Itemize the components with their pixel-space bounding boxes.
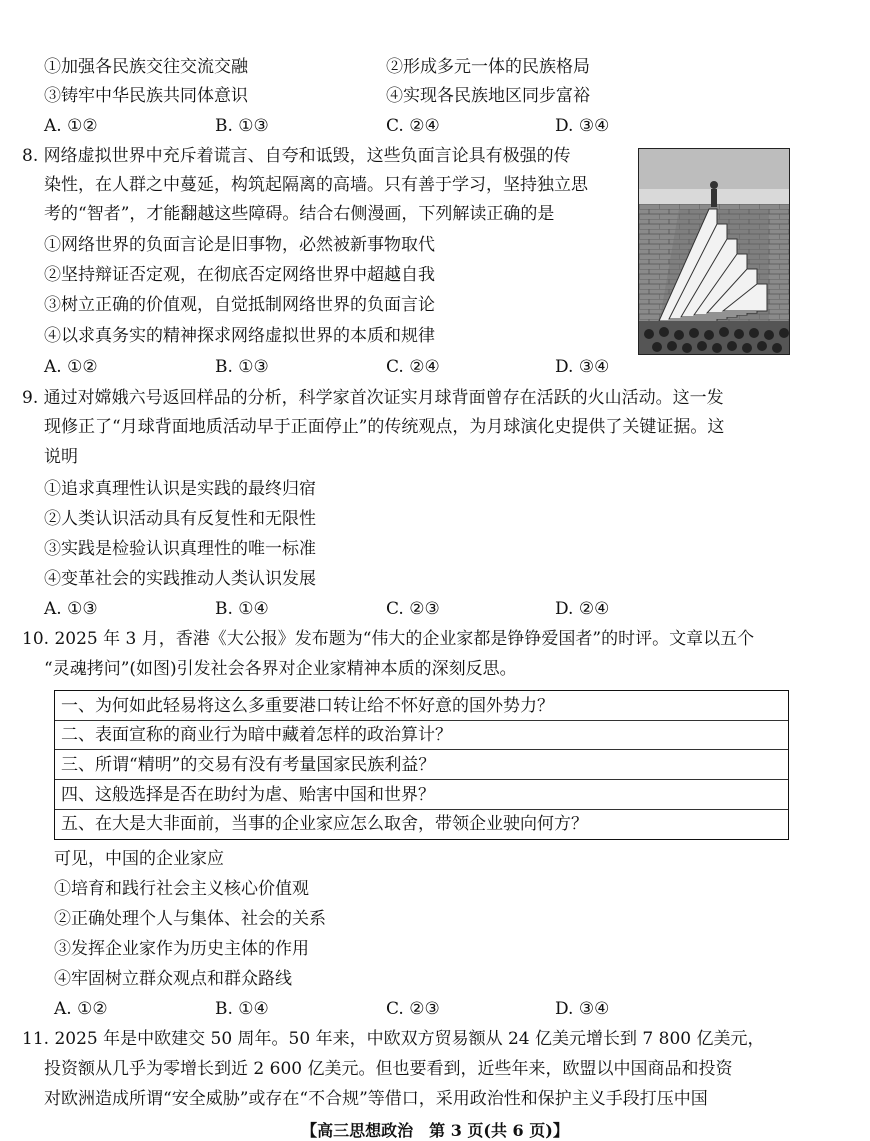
soul-question-5: 五、在大是大非面前，当事的企业家应怎么取舍，带领企业驶向何方？ [61, 814, 588, 834]
q10-choice-b: B. ①④ [215, 999, 269, 1019]
soul-question-2: 二、表面宣称的商业行为暗中藏着怎样的政治算计？ [61, 725, 452, 745]
q7-option-2: ②形成多元一体的民族格局 [386, 57, 590, 77]
q10-question-stem: 可见，中国的企业家应 [54, 849, 224, 869]
q10-option-3: ③发挥企业家作为历史主体的作用 [54, 939, 309, 959]
q8-choice-d: D. ③④ [555, 357, 610, 377]
q8-stem-line-3: 考的“智者”，才能翻越这些障碍。结合右侧漫画，下列解读正确的是 [44, 204, 555, 224]
q7-option-3: ③铸牢中华民族共同体意识 [44, 86, 248, 106]
q10-choice-d: D. ③④ [555, 999, 610, 1019]
box-divider [55, 779, 788, 780]
q9-choice-d: D. ②④ [555, 599, 610, 619]
q7-choice-d: D. ③④ [555, 116, 610, 136]
q10-stem-line-2: “灵魂拷问”(如图)引发社会各界对企业家精神本质的深刻反思。 [44, 659, 517, 679]
q7-option-4: ④实现各民族地区同步富裕 [386, 86, 590, 106]
q9-stem-line-3: 说明 [44, 447, 78, 467]
q10-choice-a: A. ①② [54, 999, 108, 1019]
soul-question-4: 四、这般选择是否在助纣为虐、贻害中国和世界？ [61, 785, 435, 805]
q9-choice-a: A. ①③ [44, 599, 98, 619]
q9-stem-line-1: 9. 通过对嫦娥六号返回样品的分析，科学家首次证实月球背面曾存在活跃的火山活动。这一发 [22, 388, 724, 408]
soul-questions-box [54, 690, 789, 840]
q8-choice-a: A. ①② [44, 357, 98, 377]
cartoon-illustration [638, 148, 790, 355]
q11-stem-line-3: 对欧洲造成所谓“安全威胁”或存在“不合规”等借口，采用政治性和保护主义手段打压中国 [44, 1089, 708, 1109]
q8-choice-c: C. ②④ [386, 357, 440, 377]
q9-choice-c: C. ②③ [386, 599, 440, 619]
q8-option-2: ②坚持辩证否定观，在彻底否定网络世界中超越自我 [44, 265, 435, 285]
soul-question-1: 一、为何如此轻易将这么多重要港口转让给不怀好意的国外势力？ [61, 696, 554, 716]
q9-choice-b: B. ①④ [215, 599, 269, 619]
q8-option-4: ④以求真务实的精神探求网络虚拟世界的本质和规律 [44, 326, 435, 346]
q10-option-4: ④牢固树立群众观点和群众路线 [54, 969, 292, 989]
soul-question-3: 三、所谓“精明”的交易有没有考量国家民族利益？ [61, 755, 436, 775]
q11-stem-line-1: 11. 2025 年是中欧建交 50 周年。50 年来，中欧双方贸易额从 24 亿美元增长到 7 800 亿美元， [22, 1029, 765, 1049]
q9-option-3: ③实践是检验认识真理性的唯一标准 [44, 539, 316, 559]
q8-option-1: ①网络世界的负面言论是旧事物，必然被新事物取代 [44, 235, 435, 255]
q9-option-1: ①追求真理性认识是实践的最终归宿 [44, 479, 316, 499]
q9-stem-line-2: 现修正了“月球背面地质活动早于正面停止”的传统观点，为月球演化史提供了关键证据。这 [44, 417, 725, 437]
box-divider [55, 749, 788, 750]
page-footer: 【高三思想政治 第 3 页(共 6 页)】 [301, 1121, 569, 1140]
q10-option-1: ①培育和践行社会主义核心价值观 [54, 879, 309, 899]
q7-choice-b: B. ①③ [215, 116, 269, 136]
q8-stem-line-1: 8. 网络虚拟世界中充斥着谎言、自夸和诋毁，这些负面言论具有极强的传 [22, 146, 571, 166]
q10-option-2: ②正确处理个人与集体、社会的关系 [54, 909, 326, 929]
q9-option-4: ④变革社会的实践推动人类认识发展 [44, 569, 316, 589]
q7-choice-c: C. ②④ [386, 116, 440, 136]
q8-stem-line-2: 染性，在人群之中蔓延，构筑起隔离的高墙。只有善于学习，坚持独立思 [44, 175, 588, 195]
q9-option-2: ②人类认识活动具有反复性和无限性 [44, 509, 316, 529]
q11-stem-line-2: 投资额从几乎为零增长到近 2 600 亿美元。但也要看到，近些年来，欧盟以中国商品和投资 [44, 1059, 733, 1079]
q7-option-1: ①加强各民族交往交流交融 [44, 57, 248, 77]
q8-choice-b: B. ①③ [215, 357, 269, 377]
q7-choice-a: A. ①② [44, 116, 98, 136]
q10-stem-line-1: 10. 2025 年 3 月，香港《大公报》发布题为“伟大的企业家都是铮铮爱国者”的时评。文章以五个 [22, 629, 755, 649]
q8-option-3: ③树立正确的价值观，自觉抵制网络世界的负面言论 [44, 295, 435, 315]
box-divider [55, 720, 788, 721]
box-divider [55, 809, 788, 810]
q10-choice-c: C. ②③ [386, 999, 440, 1019]
